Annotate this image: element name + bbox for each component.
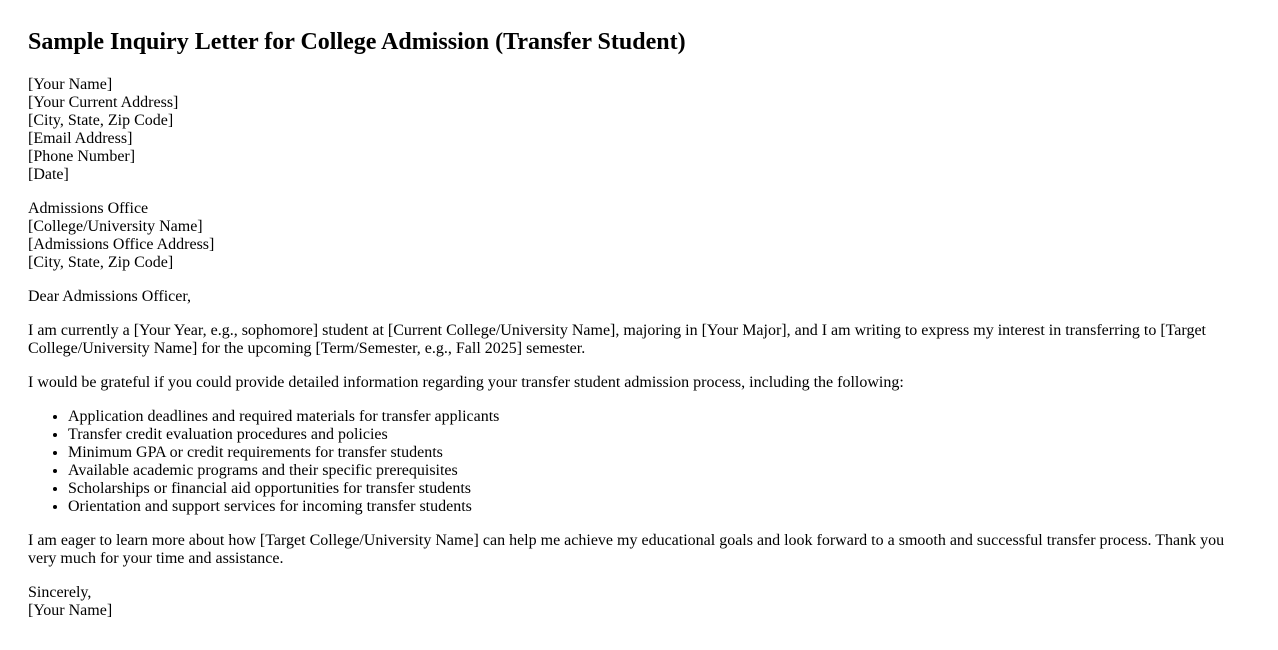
page-title: Sample Inquiry Letter for College Admission (Transfer Student)	[28, 29, 686, 55]
intro-paragraph: I am currently a [Your Year, e.g., sophomore] student at [Current College/University Name], majoring in [Your Major], and I am writing to express my interest in transferring to [Target College/University Name] for the upcoming [Term/Semester, e.g., Fall 2025] semester.	[28, 322, 1206, 357]
sender-phone: [Phone Number]	[28, 148, 136, 165]
recipient-institution: [College/University Name]	[28, 218, 203, 235]
list-item: • Orientation and support services for incoming transfer students	[68, 498, 1250, 516]
sender-email: [Email Address]	[28, 130, 133, 147]
list-item: • Transfer credit evaluation procedures and policies	[68, 426, 1250, 444]
list-item: • Scholarships or financial aid opportunities for transfer students	[68, 480, 1250, 498]
sender-address: [Your Current Address]	[28, 94, 179, 111]
letter-date: [Date]	[28, 166, 69, 183]
sender-city-state-zip: [City, State, Zip Code]	[28, 112, 174, 129]
inquiry-list	[28, 408, 1250, 516]
signature-name: [Your Name]	[28, 602, 113, 619]
recipient-address-block	[28, 200, 1250, 272]
closing-paragraph: I am eager to learn more about how [Target College/University Name] can help me achieve my educational goals and look forward to a smooth and successful transfer process. Thank you very much for your time and assistance.	[28, 532, 1225, 567]
closing: Sincerely,	[28, 584, 92, 601]
list-item: • Available academic programs and their specific prerequisites	[68, 462, 1250, 480]
signature-block	[28, 584, 1250, 620]
list-item: • Application deadlines and required materials for transfer applicants	[68, 408, 1250, 426]
recipient-office: Admissions Office	[28, 200, 149, 217]
recipient-city-state-zip: [City, State, Zip Code]	[28, 254, 174, 271]
list-item: • Minimum GPA or credit requirements for transfer students	[68, 444, 1250, 462]
sender-address-block	[28, 76, 1250, 184]
recipient-address: [Admissions Office Address]	[28, 236, 215, 253]
salutation: Dear Admissions Officer,	[28, 288, 192, 305]
sender-name: [Your Name]	[28, 76, 113, 93]
request-paragraph: I would be grateful if you could provide detailed information regarding your transfer student admission process, including the following:	[28, 374, 904, 391]
